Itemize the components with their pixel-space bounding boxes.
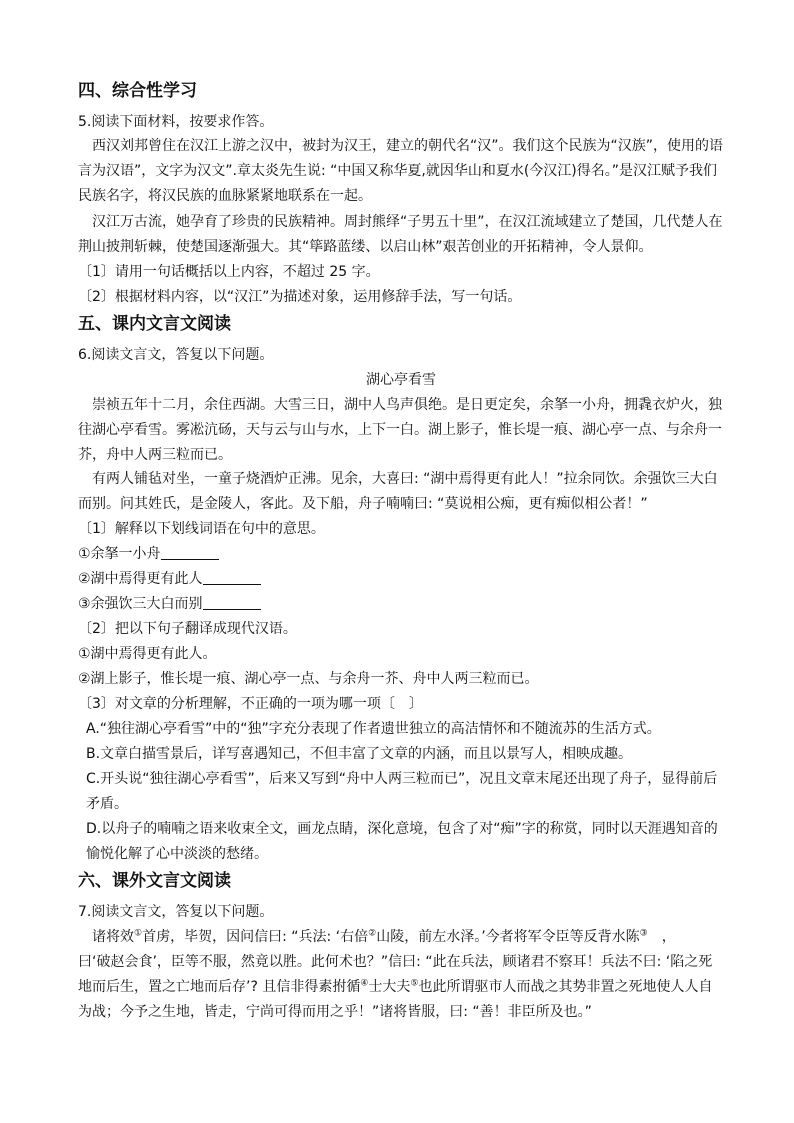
text-run: 首虏，毕贺，因问信曰: “兵法: ‘右倍 [142, 929, 369, 945]
answer-blank[interactable] [203, 595, 261, 610]
question-6-sub-1: 〔1〕解释以下划线词语在句中的意思。 [78, 521, 325, 537]
extra-passage-line-2: 曰‘破赵会食’，臣等不服，然竟以胜。此何术也？”信曰: “此在兵法，顾诸君不察耳！兵法不曰: ‘陷之死 [78, 954, 713, 970]
text-run: 山陵，前左水泽。’今者将军令臣等反背水陈 [376, 929, 640, 945]
vocab-item-2-text: ②湖中焉得更有此人 [78, 571, 203, 587]
extra-passage-line-4: 为战；今予之生地，皆走，宁尚可得而用之乎！”诸将皆服，曰: “善！非臣所及也。” [78, 1004, 592, 1020]
option-b: B.文章白描雪景后，详写喜遇知己，不但丰富了文章的内涵，而且以景写人，相映成趣。 [86, 746, 633, 762]
vocab-item-3 [78, 592, 724, 617]
section-heading-6: 六、课外文言文阅读 [78, 871, 231, 891]
question-6-sub-2: 〔2〕把以下句子翻译成现代汉语。 [78, 621, 297, 637]
passage-title: 湖心亭看雪 [366, 372, 436, 388]
question-6-sub-3: 〔3〕对文章的分析理解，不正确的一项为哪一项〔 〕 [78, 696, 423, 712]
text-run: 士大夫 [368, 979, 411, 995]
footnote-marker-3: ③ [639, 928, 648, 939]
footnote-marker-4: ④ [360, 978, 369, 989]
translate-item-1: ①湖中焉得更有此人。 [78, 646, 217, 662]
passage-paragraph-1: 崇祯五年十二月，余住西湖。大雪三日，湖中人鸟声俱绝。是日更定矣，余拏一小舟，拥毳衣炉火，独往湖心亭看雪。雾凇沆砀，天与云与山与水，上下一白。湖上影子，惟长堤一痕、湖心亭一点、与余舟一芥，舟中人两三粒而已。 [78, 397, 722, 463]
footnote-marker-5: ⑤ [410, 978, 419, 989]
extra-passage-line-1 [78, 925, 724, 950]
question-7-intro: 7.阅读文言文，答复以下问题。 [78, 904, 274, 920]
option-d-line-1: D.以舟子的喃喃之语来收束全文，画龙点睛，深化意境，包含了对“痴”字的称赏，同时以天涯遇知音的 [86, 821, 718, 837]
question-6-intro: 6.阅读文言文，答复以下问题。 [78, 347, 274, 363]
option-a: A.“独往湖心亭看雪”中的“独”字充分表现了作者遗世独立的高洁情怀和不随流苏的生活方式。 [86, 721, 661, 737]
footnote-marker-1: ① [134, 928, 143, 939]
question-5-sub-2: 〔2〕根据材料内容，以“汉江”为描述对象，运用修辞手法，写一句话。 [78, 289, 522, 305]
option-c-line-1: C.开头说“独往湖心亭看雪”，后来又写到“舟中人两三粒而已”，况且文章末尾还出现了舟子，显得前后 [86, 771, 718, 787]
extra-passage-line-3 [78, 975, 724, 1000]
section-heading-5: 五、课内文言文阅读 [78, 314, 231, 334]
translate-item-2: ②湖上影子，惟长堤一痕、湖心亭一点、与余舟一芥、舟中人两三粒而已。 [78, 671, 539, 687]
vocab-item-2 [78, 567, 724, 592]
text-run: ， [647, 929, 676, 945]
text-run: 也此所谓驱市人而战之其势非置之死地使人人自 [418, 979, 713, 995]
footnote-marker-2: ② [368, 928, 377, 939]
option-d-line-2: 愉悦化解了心中淡淡的愁绪。 [86, 846, 268, 862]
vocab-item-3-text: ③余强饮三大白而别 [78, 596, 203, 612]
passage-paragraph-2: 有两人铺毡对坐，一童子烧酒炉正沸。见余，大喜曰: “湖中焉得更有此人！”拉余同饮。余强饮三大白而别。问其姓氏，是金陵人，客此。及下船，舟子喃喃曰: “莫说相公痴，更有痴似相公者！” [78, 471, 718, 512]
question-5-sub-1: 〔1〕请用一句话概括以上内容，不超过 25 字。 [78, 264, 380, 280]
question-5-intro: 5.阅读下面材料，按要求作答。 [78, 114, 274, 130]
vocab-item-1-text: ①余拏一小舟 [78, 546, 161, 562]
vocab-item-1 [78, 542, 724, 567]
answer-blank[interactable] [203, 570, 261, 585]
material-paragraph-1: 西汉刘邦曾住在汉江上游之汉中，被封为汉王，建立的朝代名“汉”。我们这个民族为“汉族”，使用的语言为汉语”，文字为汉文”.章太炎先生说: “中国又称华夏,就因华山和夏水(今汉江)得名。”是汉江赋予我们民族名字，将汉民族的血脉紧紧地联系在一起。 [78, 138, 724, 204]
text-run: 诸将效 [92, 929, 134, 945]
material-paragraph-2: 汉江万古流，她孕育了珍贵的民族精神。周封熊绎“子男五十里”，在汉江流域建立了楚国，几代楚人在荆山披荆斩棘，使楚国逐渐强大。其“筚路蓝缕、以启山林”艰苦创业的开拓精神，令人景仰。 [78, 214, 723, 255]
text-run: 地而后生，置之亡地而后存’? 且信非得素拊循 [78, 979, 361, 995]
option-c-line-2: 矛盾。 [86, 796, 128, 812]
section-heading-4: 四、综合性学习 [78, 81, 197, 101]
answer-blank[interactable] [161, 545, 219, 560]
